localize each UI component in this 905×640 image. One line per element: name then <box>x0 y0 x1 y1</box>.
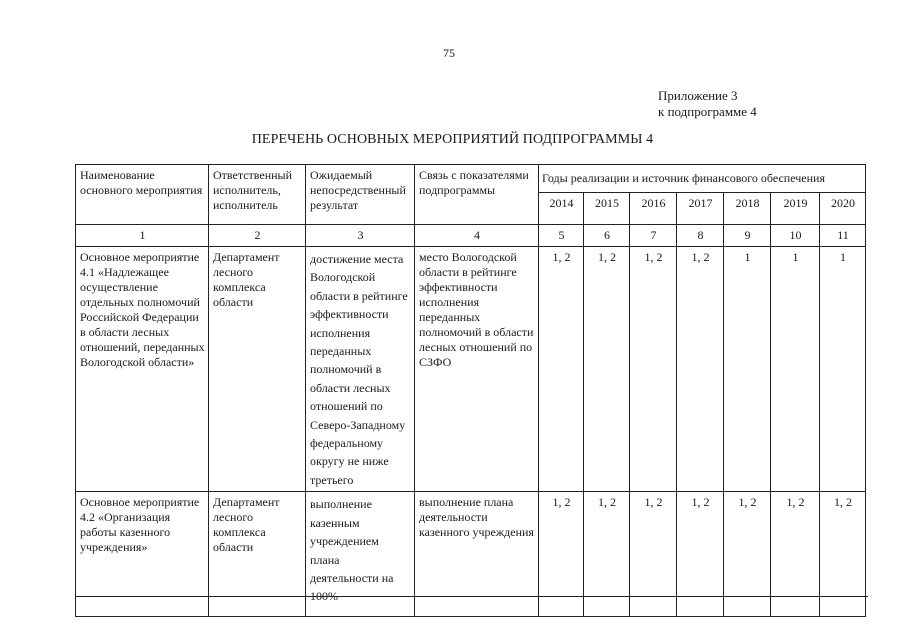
table-bottom-border <box>75 596 868 597</box>
column-number: 8 <box>677 225 724 247</box>
year-value: 1 <box>820 247 866 492</box>
year-header: 2014 <box>539 193 584 225</box>
activity-name: Основное мероприятие 4.1 «Надлежащее осуществление отдельных полномочий Российской Федерации в области лесных отношений, переданных Вологодской области» <box>76 247 209 492</box>
column-number: 6 <box>584 225 630 247</box>
activity-result: выполнение казенным учреждением плана деятельности на 100% <box>306 492 415 617</box>
activity-link: место Вологодской области в рейтинге эффективности исполнения переданных полномочий в области лесных отношений по СЗФО <box>415 247 539 492</box>
year-header: 2017 <box>677 193 724 225</box>
header-link: Связь с показателями подпрограммы <box>415 165 539 225</box>
document-title: ПЕРЕЧЕНЬ ОСНОВНЫХ МЕРОПРИЯТИЙ ПОДПРОГРАММЫ 4 <box>251 132 654 147</box>
appendix-line-2: к подпрограмме 4 <box>658 104 757 119</box>
column-number: 9 <box>724 225 771 247</box>
header-years-group: Годы реализации и источник финансового обеспечения <box>539 165 866 193</box>
year-value: 1 <box>771 247 820 492</box>
year-value: 1, 2 <box>771 492 820 617</box>
activity-executor: Департамент лесного комплекса области <box>209 492 306 617</box>
year-value: 1, 2 <box>630 247 677 492</box>
year-header: 2016 <box>630 193 677 225</box>
year-header: 2020 <box>820 193 866 225</box>
page-number: 75 <box>443 46 455 60</box>
year-header: 2015 <box>584 193 630 225</box>
year-value: 1, 2 <box>677 492 724 617</box>
column-number: 1 <box>76 225 209 247</box>
year-value: 1, 2 <box>630 492 677 617</box>
year-value: 1 <box>724 247 771 492</box>
column-number: 11 <box>820 225 866 247</box>
activity-result: достижение места Вологодской области в рейтинге эффективности исполнения переданных полномочий в области лесных отношений по Северо-Западному федеральному округу не ниже третьего <box>306 247 415 492</box>
header-name: Наименование основного мероприятия <box>76 165 209 225</box>
year-value: 1, 2 <box>539 247 584 492</box>
header-executor: Ответственный исполнитель, исполнитель <box>209 165 306 225</box>
year-value: 1, 2 <box>820 492 866 617</box>
year-value: 1, 2 <box>724 492 771 617</box>
column-number: 10 <box>771 225 820 247</box>
column-number: 5 <box>539 225 584 247</box>
activity-link: выполнение плана деятельности казенного учреждения <box>415 492 539 617</box>
column-number: 3 <box>306 225 415 247</box>
year-value: 1, 2 <box>584 247 630 492</box>
year-header: 2018 <box>724 193 771 225</box>
year-value: 1, 2 <box>584 492 630 617</box>
year-value: 1, 2 <box>539 492 584 617</box>
activity-executor: Департамент лесного комплекса области <box>209 247 306 492</box>
column-number: 7 <box>630 225 677 247</box>
table-row <box>76 247 866 492</box>
header-result: Ожидаемый непосредственный результат <box>306 165 415 225</box>
appendix-line-1: Приложение 3 <box>658 88 738 103</box>
activities-table <box>75 164 866 617</box>
year-value: 1, 2 <box>677 247 724 492</box>
column-number: 4 <box>415 225 539 247</box>
column-number: 2 <box>209 225 306 247</box>
activity-name: Основное мероприятие 4.2 «Организация работы казенного учреждения» <box>76 492 209 617</box>
appendix-note <box>658 88 757 120</box>
year-header: 2019 <box>771 193 820 225</box>
table-row <box>76 492 866 617</box>
